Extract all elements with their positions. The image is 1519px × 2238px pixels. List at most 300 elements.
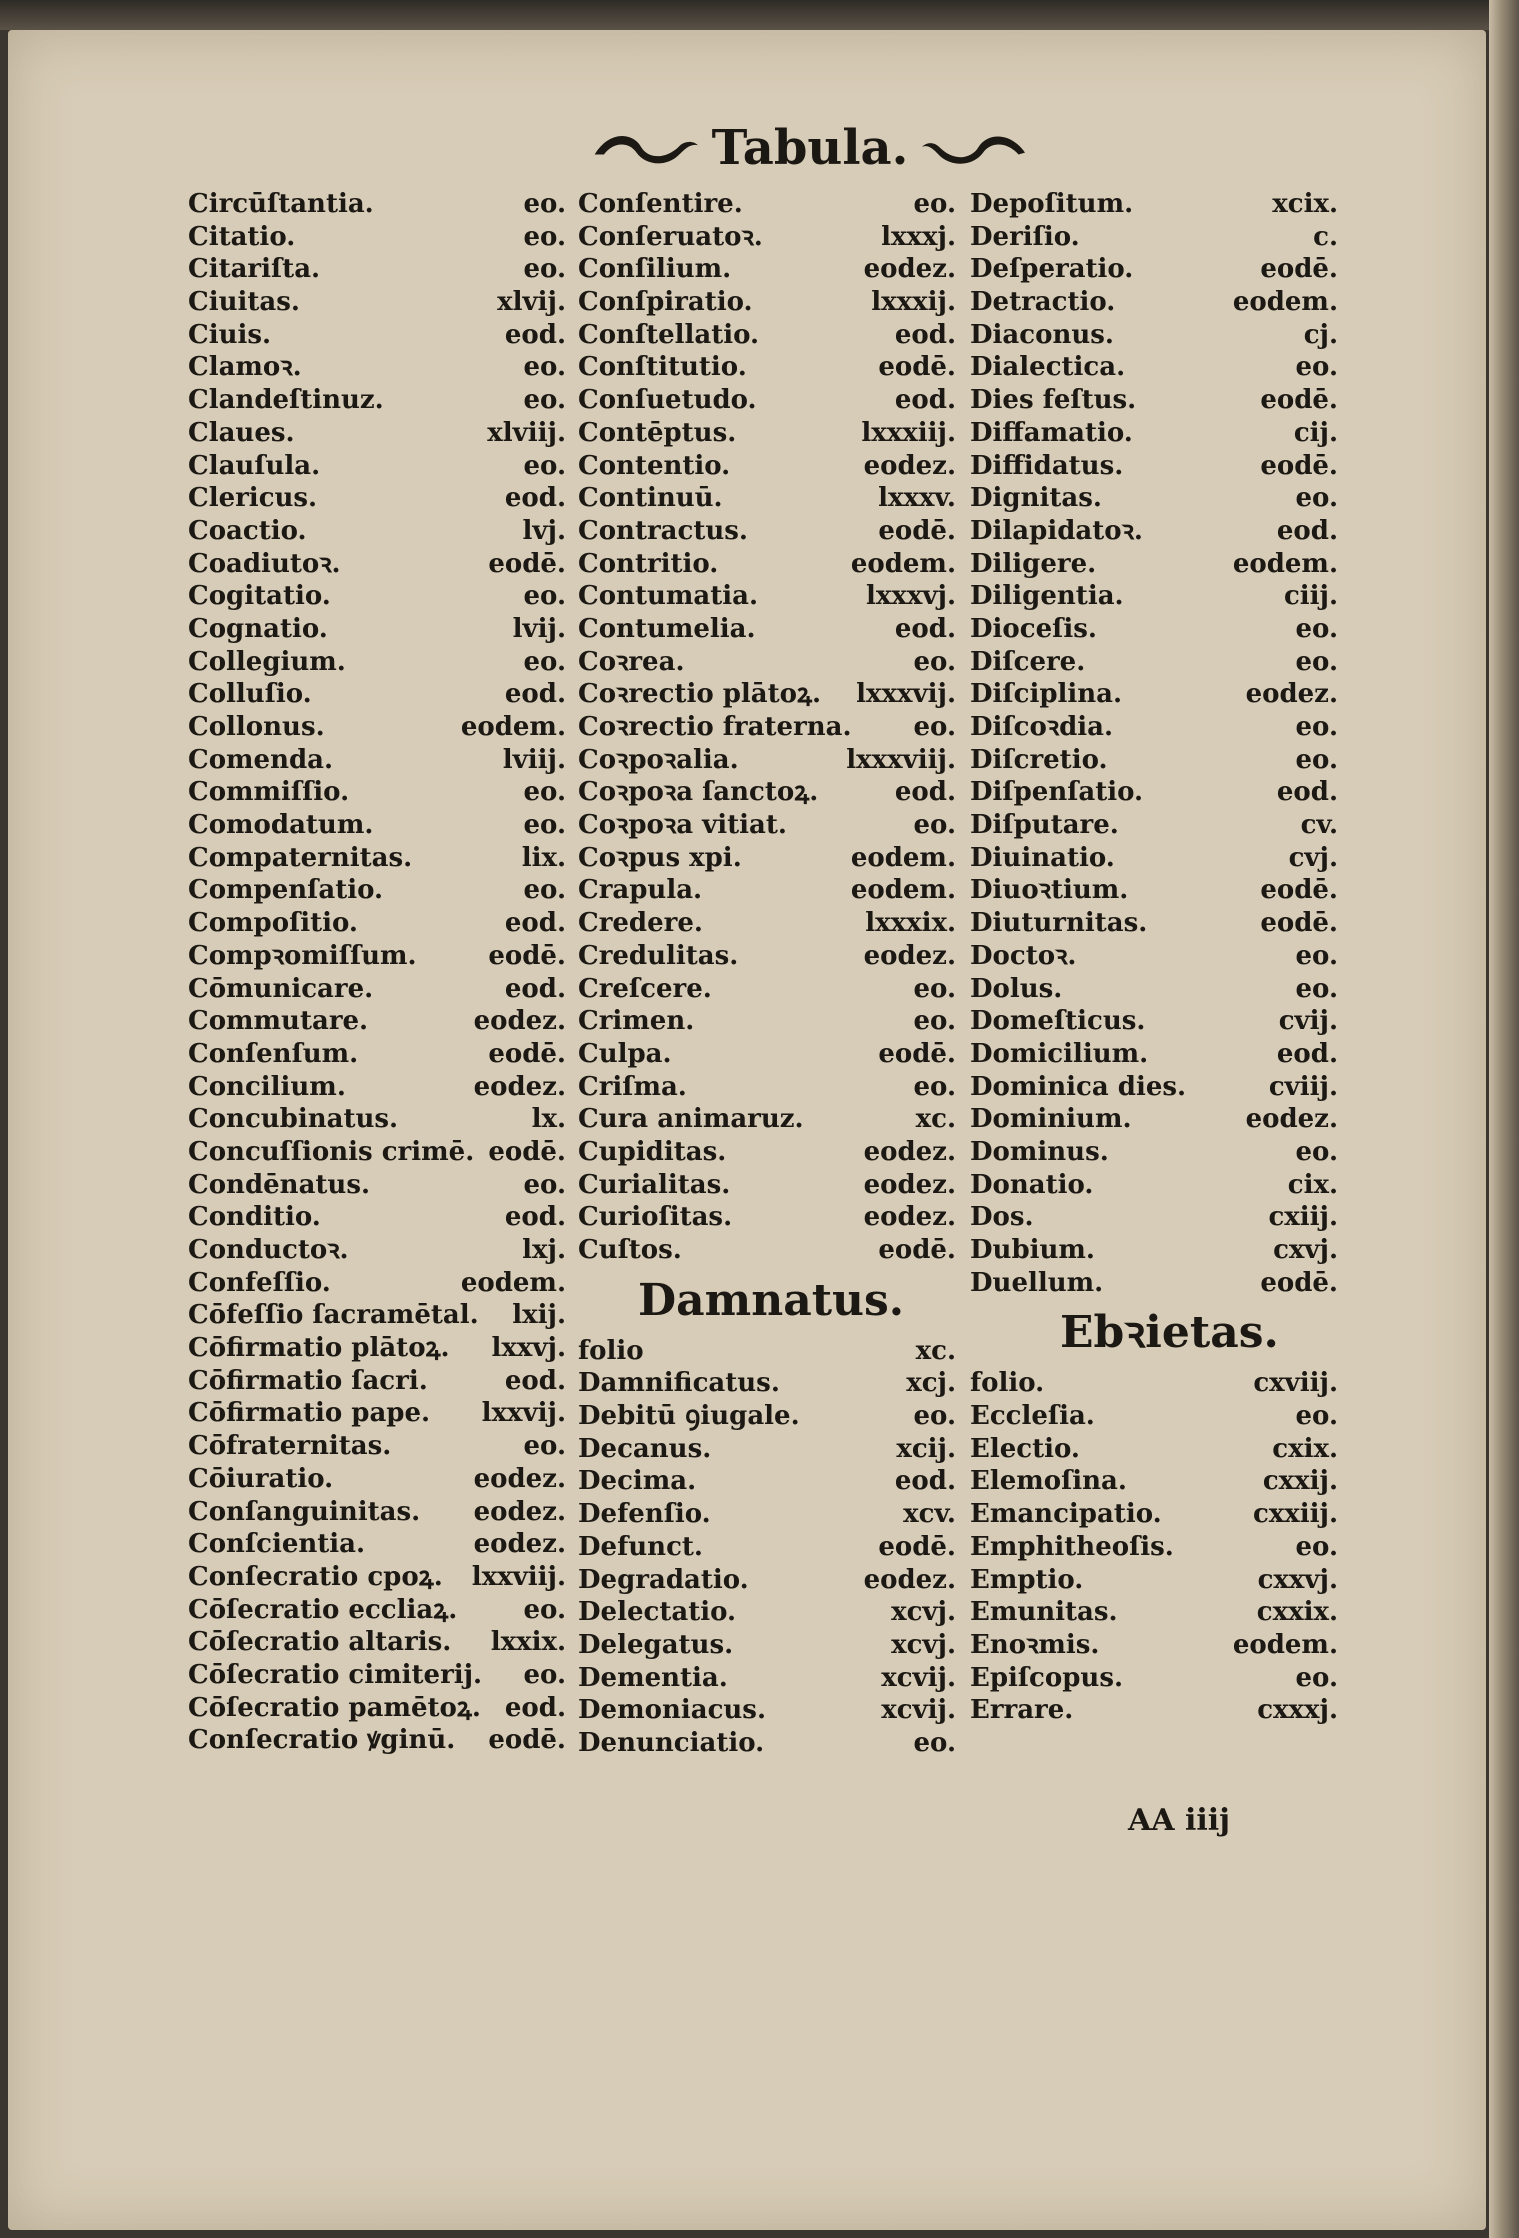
entry-page: eodem.: [460, 712, 566, 742]
index-entry: [970, 548, 1338, 581]
index-entry: [578, 1169, 956, 1202]
entry-page: eod.: [894, 1466, 956, 1497]
entry-term: Commutare.: [188, 1006, 369, 1037]
index-entry: [970, 1596, 1338, 1629]
entry-term: Eccleſia.: [970, 1401, 1095, 1432]
entry-page: eodez.: [863, 254, 956, 285]
entry-page: eo.: [523, 189, 566, 219]
index-entry: [970, 1234, 1338, 1267]
entry-page: cxix.: [1272, 1433, 1338, 1464]
index-entry: [188, 1299, 566, 1332]
entry-page: cviij.: [1268, 1071, 1338, 1102]
entry-page: eod.: [504, 319, 566, 350]
entry-term: Contumatia.: [578, 581, 758, 612]
entry-page: eo.: [913, 1401, 956, 1432]
index-entry: [578, 1727, 956, 1760]
entry-page: eod.: [504, 973, 566, 1004]
index-entry: [578, 1596, 956, 1629]
index-entry: [970, 450, 1338, 483]
entry-page: xcv.: [903, 1499, 956, 1530]
entry-page: eodez.: [473, 1496, 566, 1527]
entry-term: Cōfirmatio ſacri.: [188, 1365, 428, 1396]
index-entry: [188, 776, 566, 809]
entry-page: eodez.: [1245, 679, 1338, 710]
entry-page: eo.: [523, 450, 566, 481]
entry-page: eo.: [913, 1006, 956, 1037]
entry-page: eo.: [523, 221, 566, 252]
index-entry: [188, 1430, 566, 1463]
entry-page: eo.: [1295, 973, 1338, 1004]
index-entry: [188, 253, 566, 286]
folio-page: xc.: [915, 1335, 956, 1366]
entry-term: Coactio.: [188, 515, 307, 546]
entry-term: Depoſitum.: [970, 189, 1134, 219]
entry-term: Decanus.: [578, 1433, 712, 1464]
entry-page: eo.: [1295, 646, 1338, 677]
entry-term: Conſuetudo.: [578, 385, 757, 416]
index-entry: [188, 1724, 566, 1757]
entry-term: Diuoꝛtium.: [970, 875, 1129, 906]
entry-page: eo.: [523, 875, 566, 906]
entry-page: eodem.: [850, 875, 956, 906]
index-entry: [970, 874, 1338, 907]
entry-page: xcix.: [1272, 189, 1338, 219]
entry-term: Dominium.: [970, 1104, 1132, 1135]
entry-term: Diſpenſatio.: [970, 777, 1144, 808]
entry-page: eo.: [523, 1659, 566, 1690]
entry-term: Comenda.: [188, 744, 334, 775]
index-entry: [188, 188, 566, 221]
entry-term: Concuſſionis crimē.: [188, 1136, 475, 1167]
index-entry: [188, 1692, 566, 1725]
entry-term: Electio.: [970, 1433, 1080, 1464]
entry-term: Debitū ꝯiugale.: [578, 1401, 800, 1432]
entry-term: Concilium.: [188, 1071, 346, 1102]
page-header: [590, 118, 1030, 178]
entry-term: Collegium.: [188, 646, 346, 677]
entry-term: Cōfirmatio plātoꝝ.: [188, 1333, 450, 1364]
entry-term: Coadiutoꝛ.: [188, 548, 341, 579]
entry-page: eodez.: [863, 940, 956, 971]
entry-page: eod.: [1276, 515, 1338, 546]
entry-term: Dolus.: [970, 973, 1063, 1004]
index-entry: [578, 1136, 956, 1169]
index-entry: [578, 809, 956, 842]
index-entry: [578, 548, 956, 581]
entry-page: cxxiij.: [1252, 1499, 1338, 1530]
entry-term: Coꝛpoꝛalia.: [578, 744, 739, 775]
entry-page: lxxxv.: [878, 483, 956, 514]
entry-page: eo.: [913, 189, 956, 219]
index-entry: [578, 744, 956, 777]
entry-page: eodē.: [878, 1235, 956, 1265]
entry-page: lxxxviij.: [846, 744, 956, 775]
entry-page: eodez.: [473, 1071, 566, 1102]
index-entry: [970, 744, 1338, 777]
entry-page: lxxvij.: [481, 1398, 566, 1429]
index-entry: [970, 188, 1338, 221]
entry-page: c.: [1313, 221, 1338, 252]
entry-page: eodē.: [1260, 908, 1338, 939]
index-entry: [578, 1433, 956, 1466]
entry-term: Defenſio.: [578, 1499, 711, 1530]
index-column-2: [578, 188, 956, 1760]
index-entry: [188, 1169, 566, 1202]
entry-term: Contēptus.: [578, 417, 737, 448]
entry-page: eodē.: [1260, 1267, 1338, 1298]
index-entry: [578, 417, 956, 450]
index-entry: [970, 1136, 1338, 1169]
entry-page: eodez.: [863, 1169, 956, 1200]
entry-term: Compꝛomiſſum.: [188, 940, 417, 971]
entry-term: Continuū.: [578, 483, 723, 514]
folio-page: cxviij.: [1253, 1368, 1338, 1399]
index-entry: [188, 1201, 566, 1234]
entry-term: Conſentire.: [578, 189, 743, 219]
index-entry: [188, 384, 566, 417]
index-entry: [578, 776, 956, 809]
entry-page: eod.: [894, 613, 956, 644]
entry-page: lxxix.: [490, 1627, 566, 1658]
entry-page: eod.: [504, 1365, 566, 1396]
index-entry: [188, 319, 566, 352]
entry-page: xcij.: [896, 1433, 956, 1464]
entry-page: lxij.: [512, 1300, 566, 1331]
entry-page: eodē.: [878, 1038, 956, 1069]
index-entry: [578, 1234, 956, 1267]
entry-term: Deſperatio.: [970, 254, 1134, 285]
index-entry: [578, 319, 956, 352]
entry-term: Diſcoꝛdia.: [970, 712, 1114, 742]
index-entry: [578, 711, 956, 744]
entry-term: Domicilium.: [970, 1038, 1149, 1069]
entry-page: xlvij.: [497, 287, 566, 318]
book-top-edge: [0, 0, 1519, 30]
entry-term: Enoꝛmis.: [970, 1629, 1100, 1660]
entry-page: xcvj.: [891, 1597, 956, 1628]
entry-page: eod.: [504, 1692, 566, 1723]
entry-page: eodē.: [488, 1038, 566, 1069]
entry-term: Conſanguinitas.: [188, 1496, 421, 1527]
entry-term: Contritio.: [578, 548, 719, 579]
index-entry: [970, 482, 1338, 515]
index-entry: [188, 1463, 566, 1496]
index-entry: [970, 1071, 1338, 1104]
entry-term: Dignitas.: [970, 483, 1102, 514]
entry-page: eodez.: [863, 1564, 956, 1595]
entry-page: eo.: [1295, 712, 1338, 742]
entry-page: eo.: [523, 1594, 566, 1625]
index-entry: [188, 1136, 566, 1169]
entry-term: Emunitas.: [970, 1597, 1118, 1628]
index-entry: [578, 646, 956, 679]
entry-term: Dos.: [970, 1202, 1034, 1233]
entry-term: Comodatum.: [188, 810, 374, 841]
entry-page: eodē.: [488, 1725, 566, 1756]
entry-term: Coꝛpoꝛa vitiat.: [578, 810, 787, 841]
entry-page: eo.: [1295, 1401, 1338, 1432]
entry-page: eo.: [523, 1169, 566, 1200]
entry-page: eodē.: [878, 515, 956, 546]
entry-term: Emptio.: [970, 1564, 1084, 1595]
entry-term: Dubium.: [970, 1235, 1095, 1265]
entry-page: lvij.: [512, 613, 566, 644]
index-entry: [578, 1662, 956, 1695]
entry-term: Curialitas.: [578, 1169, 731, 1200]
entry-term: Ciuitas.: [188, 287, 300, 318]
entry-page: cij.: [1293, 417, 1338, 448]
entry-term: Diuinatio.: [970, 842, 1115, 873]
folio-label: folio.: [970, 1368, 1045, 1399]
entry-page: lxxxvj.: [866, 581, 956, 612]
entry-term: Conſpiratio.: [578, 287, 753, 318]
page-title: Tabula.: [711, 120, 909, 176]
entry-page: eo.: [523, 1431, 566, 1462]
entry-term: Diſciplina.: [970, 679, 1123, 710]
entry-term: Crimen.: [578, 1006, 695, 1037]
entry-term: Compaternitas.: [188, 842, 413, 873]
right-fleuron-icon: [918, 125, 1030, 171]
entry-term: Conductoꝛ.: [188, 1235, 349, 1265]
index-entry: [578, 613, 956, 646]
entry-term: Creſcere.: [578, 973, 712, 1004]
index-entry: [578, 1629, 956, 1662]
index-entry: [578, 1367, 956, 1400]
index-entry: [188, 973, 566, 1006]
entry-page: eodē.: [1260, 875, 1338, 906]
entry-page: eo.: [1295, 940, 1338, 971]
entry-term: Diaconus.: [970, 319, 1114, 350]
entry-term: Compenſatio.: [188, 875, 384, 906]
entry-page: cxxij.: [1262, 1466, 1338, 1497]
entry-page: xcj.: [906, 1368, 956, 1399]
entry-term: Doctoꝛ.: [970, 940, 1077, 971]
entry-page: eodē.: [1260, 385, 1338, 416]
index-entry: [188, 1005, 566, 1038]
index-entry: [970, 286, 1338, 319]
index-entry: [970, 613, 1338, 646]
entry-page: lxxxiij.: [861, 417, 956, 448]
entry-page: eodē.: [488, 940, 566, 971]
index-entry: [970, 1694, 1338, 1727]
index-entry: [188, 613, 566, 646]
entry-term: Cōſecratio eccliaꝝ.: [188, 1594, 458, 1625]
entry-term: Coꝛrectio fraterna.: [578, 712, 852, 742]
entry-term: Cōmunicare.: [188, 973, 374, 1004]
entry-term: Citariſta.: [188, 254, 321, 285]
index-entry: [970, 1201, 1338, 1234]
entry-term: Decima.: [578, 1466, 697, 1497]
entry-page: eo.: [1295, 613, 1338, 644]
entry-term: Coꝛpoꝛa ſanctoꝝ.: [578, 777, 819, 808]
section-folio: [970, 1367, 1338, 1400]
index-entry: [578, 450, 956, 483]
index-entry: [188, 1397, 566, 1430]
entry-page: cxxix.: [1256, 1597, 1338, 1628]
index-entry: [188, 1234, 566, 1267]
entry-page: cxvj.: [1273, 1235, 1338, 1265]
entry-page: eo.: [523, 581, 566, 612]
entry-term: Cura animaruz.: [578, 1104, 804, 1135]
entry-page: lxxvj.: [491, 1333, 566, 1364]
index-entry: [188, 1626, 566, 1659]
index-entry: [970, 253, 1338, 286]
section-heading: Ebꝛietas.: [1060, 1307, 1279, 1359]
index-entry: [188, 711, 566, 744]
entry-page: eo.: [523, 352, 566, 383]
entry-page: xc.: [915, 1104, 956, 1135]
index-entry: [578, 1201, 956, 1234]
index-entry: [188, 1659, 566, 1692]
entry-term: Culpa.: [578, 1038, 672, 1069]
entry-term: Diſcere.: [970, 646, 1086, 677]
entry-page: cxiij.: [1268, 1202, 1338, 1233]
entry-page: eod.: [504, 908, 566, 939]
entry-page: xcvj.: [891, 1629, 956, 1660]
entry-page: eo.: [523, 810, 566, 841]
entry-page: eo.: [1295, 1136, 1338, 1167]
index-entry: [970, 907, 1338, 940]
section-folio: [578, 1335, 956, 1368]
entry-page: eodē.: [878, 352, 956, 383]
index-entry: [578, 351, 956, 384]
entry-page: eo.: [913, 1727, 956, 1758]
entry-page: eo.: [1295, 1531, 1338, 1562]
index-column-3: [970, 188, 1338, 1727]
entry-term: Colluſio.: [188, 679, 312, 710]
entry-page: lvj.: [522, 515, 566, 546]
entry-term: Cōſecratio altaris.: [188, 1627, 452, 1658]
entry-page: eo.: [523, 385, 566, 416]
entry-term: Conſecratio ꝟginū.: [188, 1725, 456, 1756]
index-entry: [188, 1594, 566, 1627]
index-entry: [970, 1531, 1338, 1564]
entry-page: eo.: [913, 712, 956, 742]
index-entry: [188, 450, 566, 483]
index-entry: [970, 384, 1338, 417]
entry-page: eodez.: [473, 1529, 566, 1560]
entry-term: Defunct.: [578, 1531, 703, 1562]
entry-page: lxxxj.: [881, 221, 956, 252]
entry-term: Epiſcopus.: [970, 1662, 1124, 1693]
entry-page: eodez.: [473, 1463, 566, 1494]
entry-page: eo.: [523, 646, 566, 677]
entry-term: Dementia.: [578, 1662, 728, 1693]
entry-page: eodem.: [460, 1267, 566, 1298]
entry-page: lx.: [531, 1104, 566, 1135]
entry-term: Denunciatio.: [578, 1727, 765, 1758]
index-entry: [188, 678, 566, 711]
entry-term: Condēnatus.: [188, 1169, 371, 1200]
entry-page: eo.: [913, 1071, 956, 1102]
index-entry: [578, 940, 956, 973]
entry-page: cxxxj.: [1257, 1695, 1338, 1726]
entry-term: Conſilium.: [578, 254, 732, 285]
entry-term: Conditio.: [188, 1202, 321, 1233]
index-entry: [970, 1498, 1338, 1531]
entry-term: Conſtitutio.: [578, 352, 747, 383]
entry-term: Cognatio.: [188, 613, 328, 644]
entry-page: eo.: [1295, 1662, 1338, 1693]
entry-term: Claues.: [188, 417, 295, 448]
entry-term: Dominica dies.: [970, 1071, 1187, 1102]
entry-page: eodē.: [488, 1136, 566, 1167]
index-entry: [578, 1071, 956, 1104]
index-entry: [188, 548, 566, 581]
index-entry: [970, 1005, 1338, 1038]
index-entry: [578, 842, 956, 875]
entry-term: Clericus.: [188, 483, 318, 514]
entry-term: Cogitatio.: [188, 581, 331, 612]
index-entry: [970, 809, 1338, 842]
entry-page: lxxviij.: [471, 1561, 566, 1592]
index-entry: [578, 1038, 956, 1071]
entry-term: Clauſula.: [188, 450, 321, 481]
entry-page: eodem.: [1232, 287, 1338, 318]
entry-term: Coꝛrea.: [578, 646, 685, 677]
section-heading: Damnatus.: [638, 1274, 905, 1326]
entry-term: Citatio.: [188, 221, 296, 252]
entry-page: eo.: [913, 810, 956, 841]
entry-term: Delectatio.: [578, 1597, 737, 1628]
index-entry: [188, 1267, 566, 1300]
entry-page: eod.: [504, 1202, 566, 1233]
index-entry: [578, 1103, 956, 1136]
index-entry: [188, 1561, 566, 1594]
index-entry: [578, 678, 956, 711]
entry-term: Delegatus.: [578, 1629, 734, 1660]
entry-page: eod.: [894, 777, 956, 808]
entry-page: eodem.: [1232, 1629, 1338, 1660]
entry-page: cxxvj.: [1257, 1564, 1338, 1595]
entry-page: eo.: [913, 973, 956, 1004]
index-entry: [970, 1267, 1338, 1300]
entry-term: Conſecratio cpoꝝ.: [188, 1561, 443, 1592]
entry-page: xcvij.: [881, 1695, 956, 1726]
entry-term: Clandeſtinuz.: [188, 385, 384, 416]
entry-term: Confeſſio.: [188, 1267, 331, 1298]
index-entry: [188, 1496, 566, 1529]
entry-term: Coꝛrectio plātoꝝ.: [578, 679, 822, 710]
entry-term: Diligere.: [970, 548, 1097, 579]
entry-page: eodez.: [473, 1006, 566, 1037]
entry-term: Dies feſtus.: [970, 385, 1137, 416]
entry-term: Ciuis.: [188, 319, 272, 350]
entry-page: eodez.: [863, 1202, 956, 1233]
entry-term: Diffidatus.: [970, 450, 1124, 481]
index-entry: [578, 1531, 956, 1564]
index-entry: [188, 515, 566, 548]
index-entry: [970, 1169, 1338, 1202]
index-entry: [970, 1103, 1338, 1136]
index-entry: [188, 1038, 566, 1071]
index-entry: [188, 482, 566, 515]
index-entry: [188, 417, 566, 450]
entry-term: Damnificatus.: [578, 1368, 780, 1399]
index-entry: [188, 874, 566, 907]
entry-term: Commiſſio.: [188, 777, 350, 808]
entry-term: Credere.: [578, 908, 703, 939]
entry-page: eodē.: [488, 548, 566, 579]
entry-term: Cupiditas.: [578, 1136, 727, 1167]
entry-page: cvj.: [1288, 842, 1338, 873]
index-entry: [188, 907, 566, 940]
index-entry: [970, 842, 1338, 875]
entry-term: Cuſtos.: [578, 1235, 682, 1265]
entry-term: Collonus.: [188, 712, 325, 742]
index-entry: [970, 1433, 1338, 1466]
entry-page: lxj.: [522, 1235, 566, 1265]
